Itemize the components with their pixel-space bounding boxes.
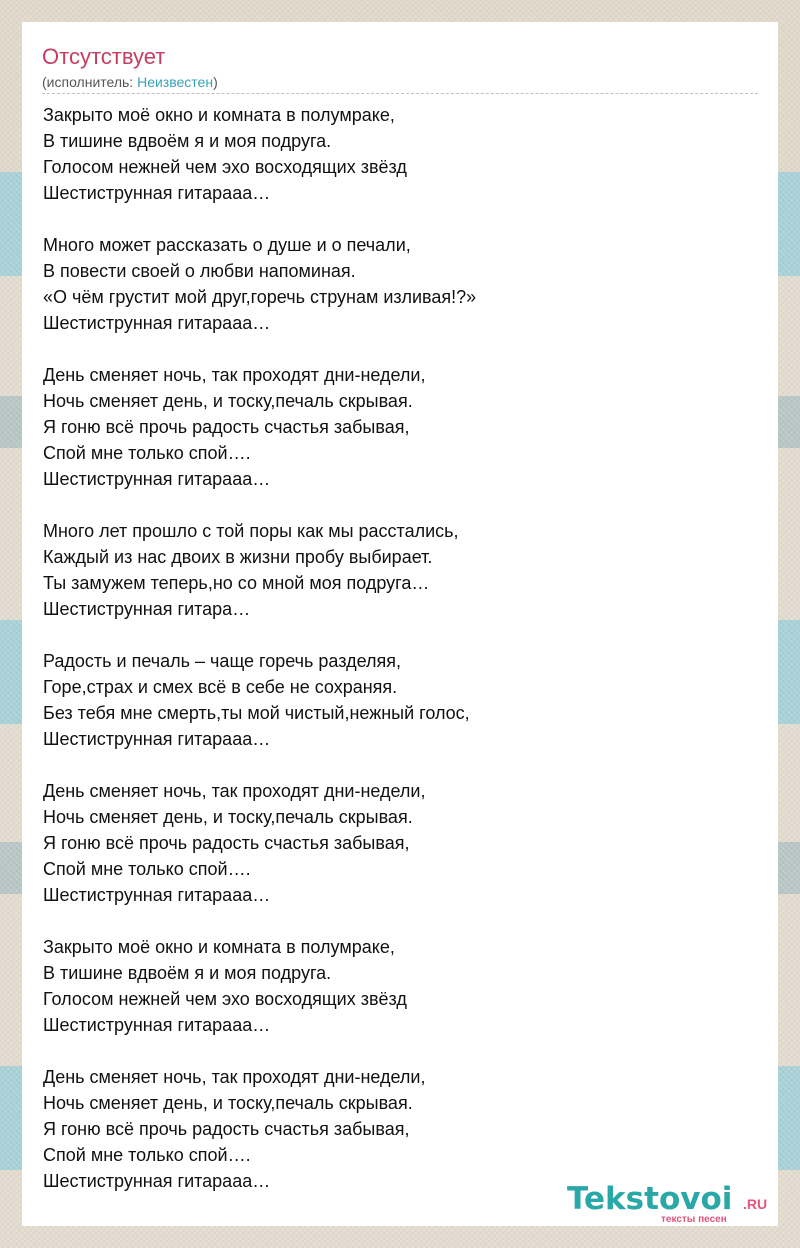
- lyric-line: День сменяет ночь, так проходят дни-недели,: [43, 781, 426, 801]
- lyric-line: Радость и печаль – чаще горечь разделяя,: [43, 651, 402, 671]
- lyrics-body: [43, 102, 476, 1220]
- lyric-line: Голосом нежней чем эхо восходящих звёзд: [43, 989, 407, 1009]
- lyric-line: День сменяет ночь, так проходят дни-недели,: [43, 1067, 426, 1087]
- performer-link[interactable]: Неизвестен: [137, 74, 214, 90]
- lyric-line: Горе,страх и смех всё в себе не сохраняя.: [43, 677, 398, 697]
- performer-suffix: ): [213, 74, 218, 90]
- lyric-line: День сменяет ночь, так проходят дни-недели,: [43, 365, 426, 385]
- lyrics-stanza: [43, 648, 476, 752]
- lyric-line: Каждый из нас двоих в жизни пробу выбирает.: [43, 547, 433, 567]
- lyric-line: Шестиструнная гитарааа…: [43, 183, 271, 203]
- lyric-line: Я гоню всё прочь радость счастья забывая,: [43, 1119, 410, 1139]
- lyric-line: Шестиструнная гитарааа…: [43, 469, 271, 489]
- lyric-line: Шестиструнная гитара…: [43, 599, 251, 619]
- performer-line: [42, 73, 218, 91]
- lyrics-stanza: [43, 778, 476, 908]
- lyrics-stanza: [43, 934, 476, 1038]
- lyric-line: Ночь сменяет день, и тоску,печаль скрывая.: [43, 391, 413, 411]
- lyric-line: В тишине вдвоём я и моя подруга.: [43, 963, 332, 983]
- lyric-line: Много лет прошло с той поры как мы расстались,: [43, 521, 459, 541]
- lyric-line: Я гоню всё прочь радость счастья забывая,: [43, 417, 410, 437]
- lyric-line: В повести своей о любви напоминая.: [43, 261, 356, 281]
- lyric-line: «О чём грустит мой друг,горечь струнам изливая!?»: [43, 287, 477, 307]
- title-divider: [42, 93, 758, 94]
- lyric-line: Я гоню всё прочь радость счастья забывая,: [43, 833, 410, 853]
- lyric-line: Шестиструнная гитарааа…: [43, 729, 271, 749]
- lyric-line: Спой мне только спой….: [43, 859, 251, 879]
- lyric-line: В тишине вдвоём я и моя подруга.: [43, 131, 332, 151]
- logo-wordmark: Tekstovoi: [567, 1181, 733, 1217]
- lyric-line: Шестиструнная гитарааа…: [43, 885, 271, 905]
- lyric-line: Много может рассказать о душе и о печали,: [43, 235, 411, 255]
- lyric-line: Спой мне только спой….: [43, 1145, 251, 1165]
- logo-domain: .RU: [743, 1196, 768, 1212]
- logo-tagline: тексты песен: [661, 1214, 727, 1225]
- lyric-line: Без тебя мне смерть,ты мой чистый,нежный голос,: [43, 703, 470, 723]
- song-title: Отсутствует: [42, 44, 166, 69]
- lyrics-stanza: [43, 1064, 476, 1194]
- lyrics-stanza: [43, 362, 476, 492]
- lyrics-panel: [22, 22, 778, 1226]
- lyric-line: Закрыто моё окно и комната в полумраке,: [43, 937, 395, 957]
- lyric-line: Шестиструнная гитарааа…: [43, 1015, 271, 1035]
- lyric-line: Шестиструнная гитарааа…: [43, 313, 271, 333]
- site-logo[interactable]: [567, 1181, 777, 1225]
- lyric-line: Спой мне только спой….: [43, 443, 251, 463]
- performer-prefix: (исполнитель:: [42, 74, 138, 90]
- lyrics-stanza: [43, 232, 476, 336]
- lyric-line: Ночь сменяет день, и тоску,печаль скрывая.: [43, 807, 413, 827]
- lyrics-stanza: [43, 102, 476, 206]
- lyric-line: Шестиструнная гитарааа…: [43, 1171, 271, 1191]
- lyric-line: Голосом нежней чем эхо восходящих звёзд: [43, 157, 407, 177]
- lyric-line: Закрыто моё окно и комната в полумраке,: [43, 105, 395, 125]
- lyric-line: Ты замужем теперь,но со мной моя подруга…: [43, 573, 430, 593]
- lyrics-stanza: [43, 518, 476, 622]
- lyric-line: Ночь сменяет день, и тоску,печаль скрывая.: [43, 1093, 413, 1113]
